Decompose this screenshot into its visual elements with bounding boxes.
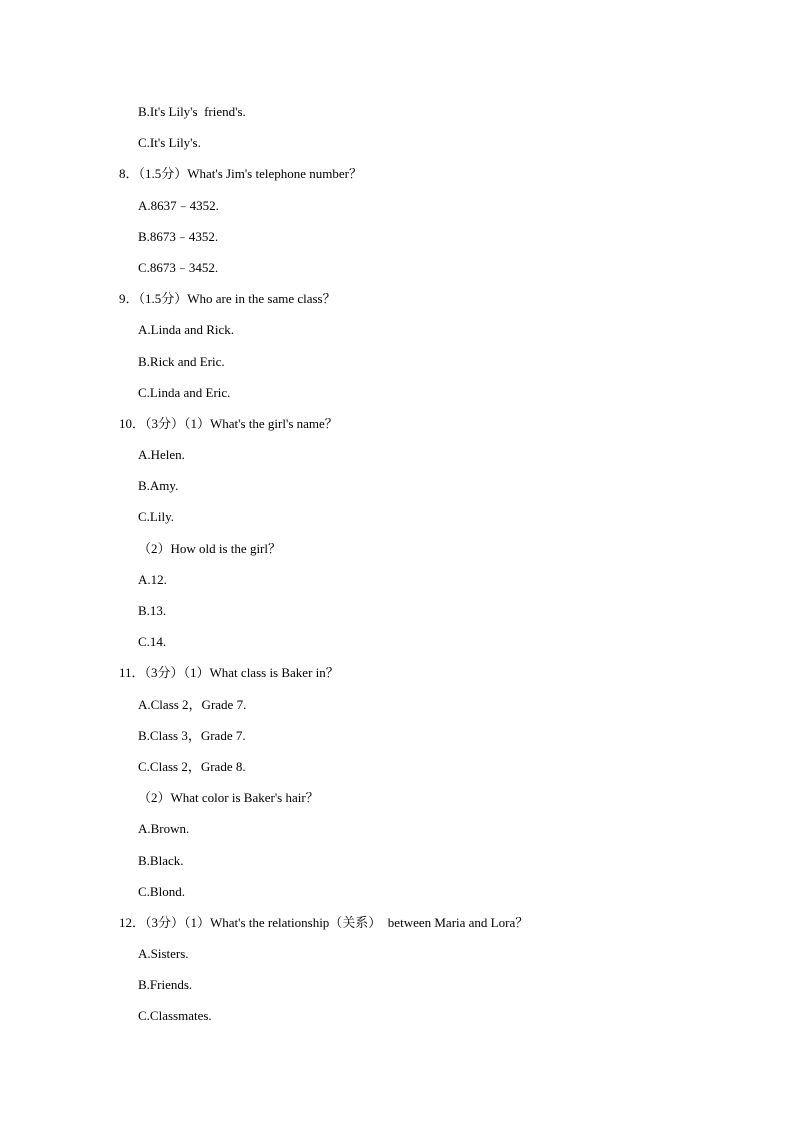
option-line: B.8673﹣4352. [138,228,219,244]
option-line: A.Helen. [138,447,185,463]
option-line: B.Rick and Eric. [138,353,225,369]
question-line: 10．（3分）（1）What's the girl's name？ [119,415,338,431]
option-line: C.Lily. [138,509,174,525]
option-line: B.It's Lily's friend's. [138,104,246,119]
option-line: A.Sisters. [138,946,189,962]
question-line: 11．（3分）（1）What class is Baker in？ [119,665,339,681]
option-line: C.It's Lily's. [138,135,201,151]
question-line: 9．（1.5分）Who are in the same class？ [119,291,336,307]
option-line: C.Blond. [138,883,185,899]
option-line: A.8637﹣4352. [138,197,219,213]
option-line: A.12. [138,571,167,587]
sub-question-line: （2）What color is Baker's hair？ [138,790,319,806]
document-page [0,96,794,1032]
option-line: C.Class 2，Grade 8. [138,758,246,774]
question-line: 12．（3分）（1）What's the relationship（关系） between Maria and Lora？ [119,914,529,930]
option-line: C.14. [138,634,167,650]
option-line: B.Amy. [138,478,179,494]
option-line: C.8673﹣3452. [138,259,219,275]
option-line: C.Linda and Eric. [138,384,231,400]
question-line: 8．（1.5分）What's Jim's telephone number？ [119,166,362,182]
option-line: A.Brown. [138,821,190,837]
option-line: B.Friends. [138,977,193,993]
option-line: A.Class 2，Grade 7. [138,696,247,712]
option-line: B.Class 3，Grade 7. [138,727,246,743]
option-line: A.Linda and Rick. [138,322,235,338]
option-line: C.Classmates. [138,1008,212,1024]
option-line: B.13. [138,603,167,618]
sub-question-line: （2）How old is the girl？ [138,540,281,556]
option-line: B.Black. [138,852,184,868]
